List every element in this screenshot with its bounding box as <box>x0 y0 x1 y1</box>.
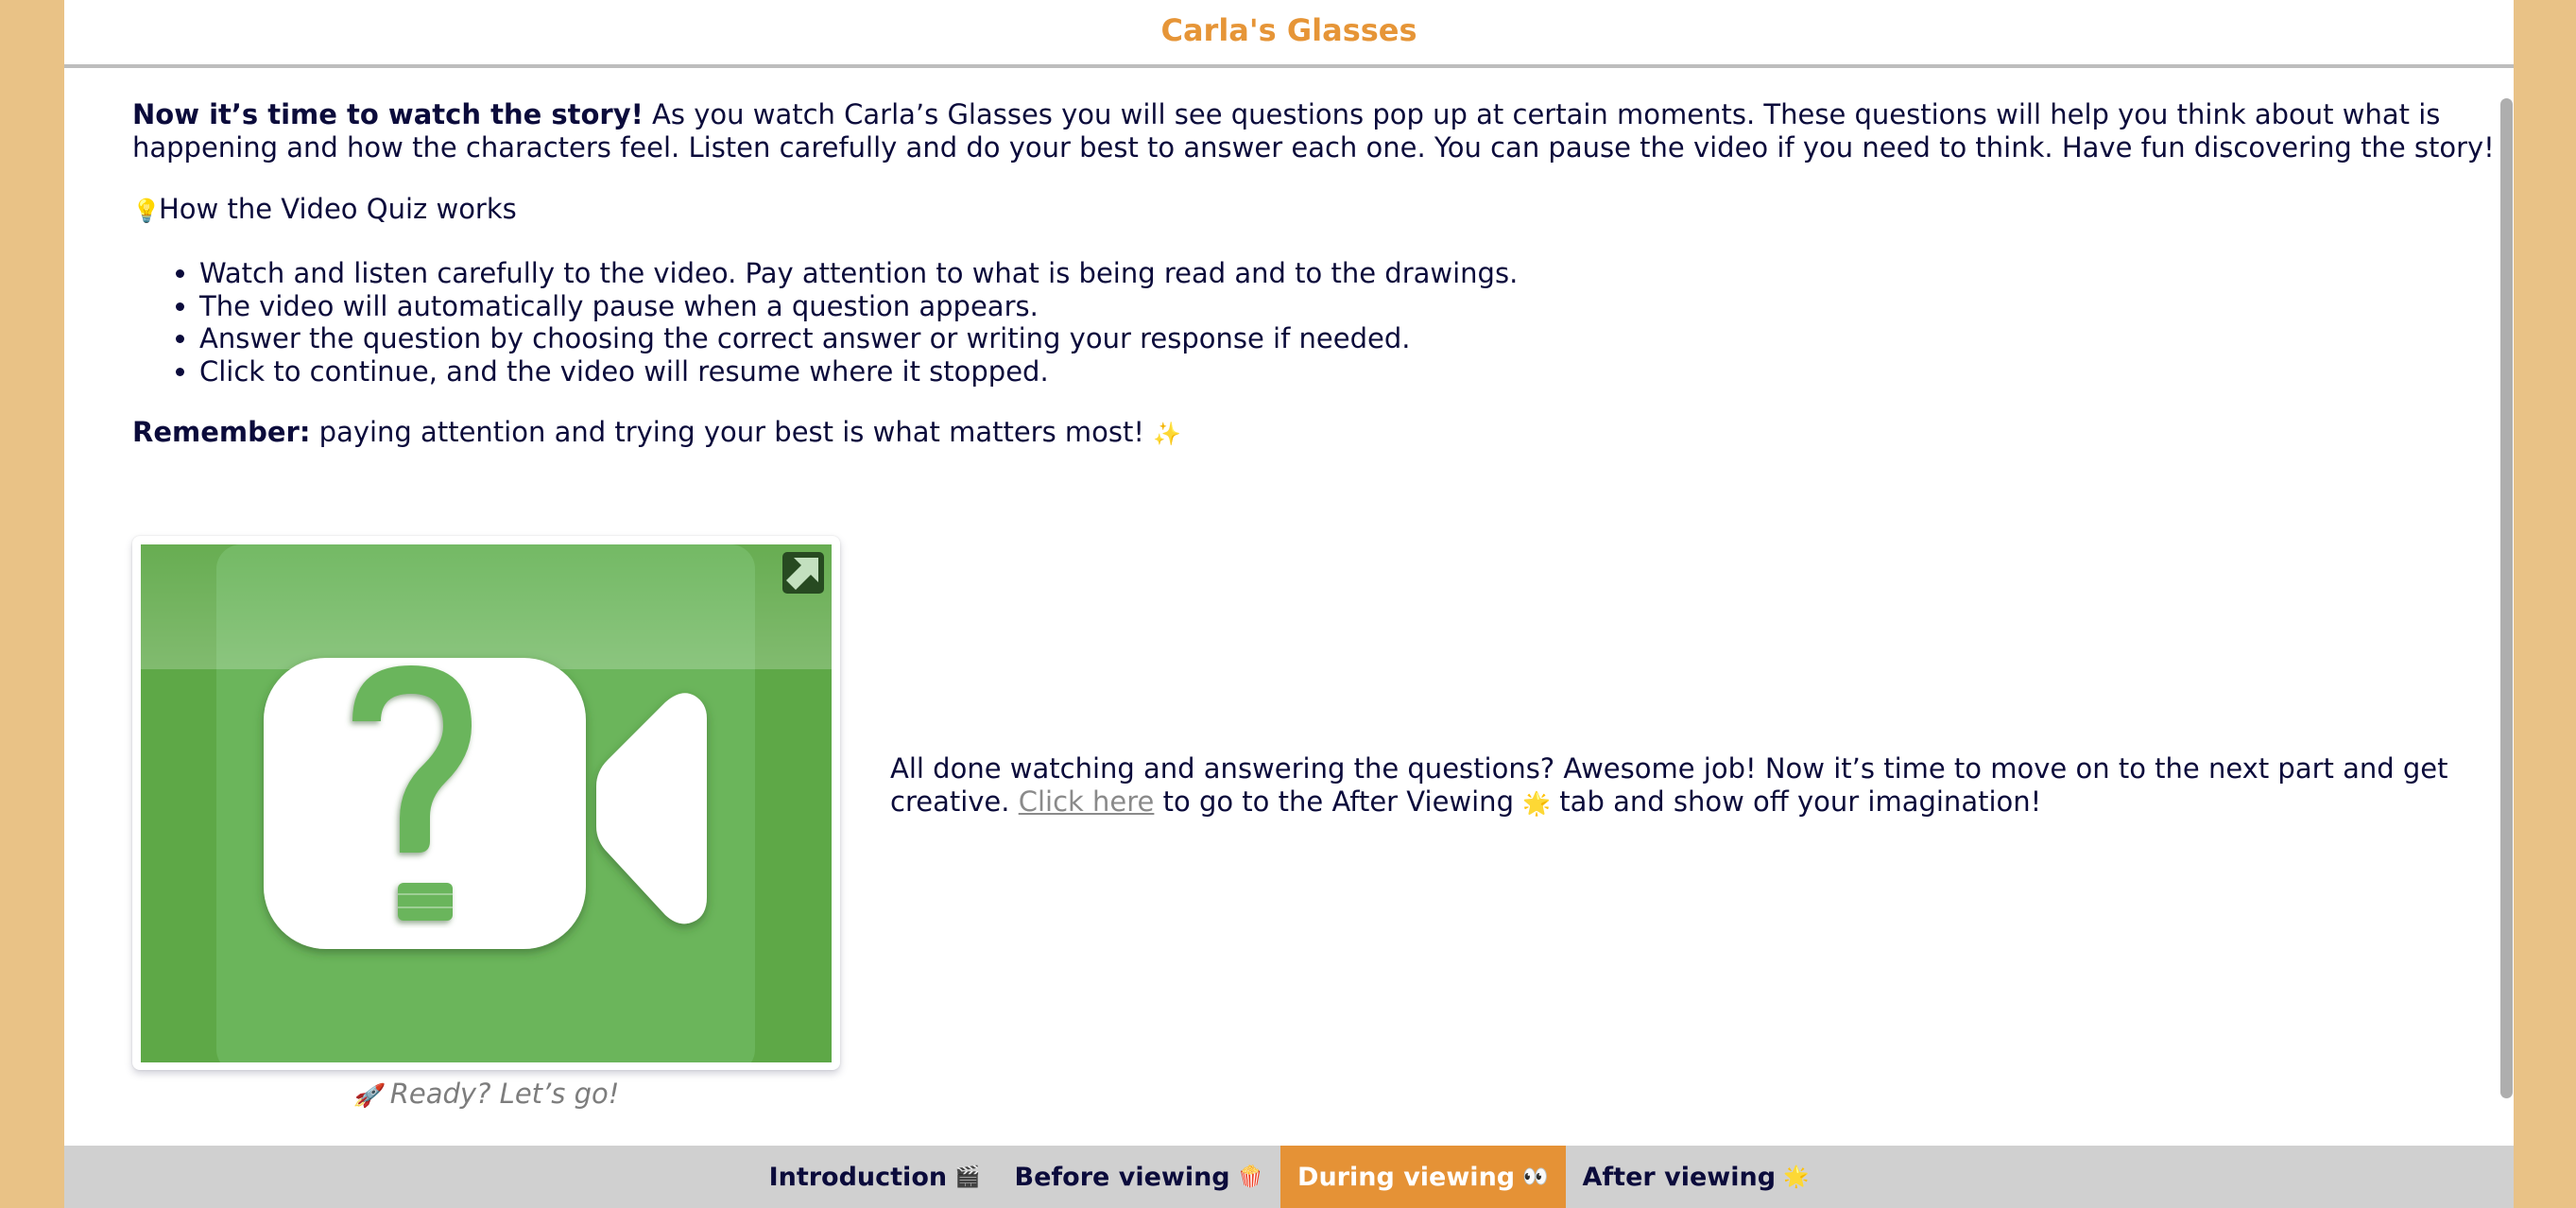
page <box>64 0 2514 1208</box>
clapperboard-icon: 🎬 <box>954 1165 981 1189</box>
how-it-works-heading <box>132 193 2495 228</box>
tab-bar <box>64 1146 2514 1208</box>
vertical-scrollbar[interactable] <box>2500 98 2513 1098</box>
eyes-icon: 👀 <box>1522 1165 1549 1189</box>
tab-label: After viewing <box>1582 1162 1777 1192</box>
video-card[interactable] <box>132 536 840 1070</box>
header-divider <box>64 64 2514 68</box>
tab-introduction[interactable] <box>752 1146 998 1208</box>
popcorn-icon: 🍿 <box>1237 1165 1264 1189</box>
caption-text: Ready? Let’s go! <box>381 1078 620 1110</box>
list-item: • Watch and listen carefully to the video. Pay attention to what is being read and to the drawings. <box>199 257 2495 290</box>
list-item: • The video will automatically pause when a question appears. <box>199 290 2495 323</box>
done-text-after: to go to the After Viewing <box>1154 785 1523 818</box>
tab-label: Introduction <box>768 1162 948 1192</box>
sparkles-icon: ✨ <box>1153 420 1182 447</box>
rocket-icon: 🚀 <box>352 1082 382 1109</box>
header <box>64 0 2514 64</box>
remember-note <box>132 416 2495 451</box>
video-thumbnail[interactable] <box>141 544 832 1062</box>
completion-message <box>890 752 2516 820</box>
tab-label: During viewing <box>1297 1162 1516 1192</box>
video-section <box>132 536 2495 1113</box>
intro-lead: Now it’s time to watch the story! <box>132 98 644 130</box>
intro-text: As you watch Carla’s Glasses you will see questions pop up at certain moments. These questions will help you think about what is happening and how the characters feel. Listen carefully and do your best to answer each one. You can pause the video if you need to think. Have fun discovering the story! <box>132 98 2495 164</box>
video-quiz-icon <box>141 544 832 1062</box>
done-text-end: tab and show off your imagination! <box>1551 785 2042 818</box>
remember-text: paying attention and trying your best is what matters most! <box>310 415 1154 448</box>
star-icon: 🌟 <box>1522 790 1552 817</box>
tab-label: Before viewing <box>1014 1162 1230 1192</box>
expand-arrow-icon <box>782 552 824 594</box>
how-heading-text: How the Video Quiz works <box>159 193 517 225</box>
lightbulb-icon: 💡 <box>132 198 161 224</box>
remember-label: Remember: <box>132 415 311 448</box>
done-text: All done watching and answering the questions? Awesome job! Now it’s time to move on to the next part and get creative. <box>890 752 2448 818</box>
expand-button[interactable] <box>782 552 824 594</box>
list-item: • Answer the question by choosing the correct answer or writing your response if needed. <box>199 322 2495 355</box>
tab-during-viewing[interactable] <box>1280 1146 1565 1208</box>
intro-paragraph <box>132 98 2495 164</box>
glowing-star-icon: 🌟 <box>1783 1165 1810 1189</box>
page-title: Carla's Glasses <box>1160 12 1417 48</box>
tab-before-viewing[interactable] <box>998 1146 1281 1208</box>
steps-list <box>132 257 2495 388</box>
tab-after-viewing[interactable] <box>1566 1146 1827 1208</box>
after-viewing-link[interactable]: Click here <box>1018 785 1155 818</box>
video-caption <box>132 1077 840 1113</box>
list-item: • Click to continue, and the video will resume where it stopped. <box>199 355 2495 388</box>
main-content <box>132 98 2495 451</box>
